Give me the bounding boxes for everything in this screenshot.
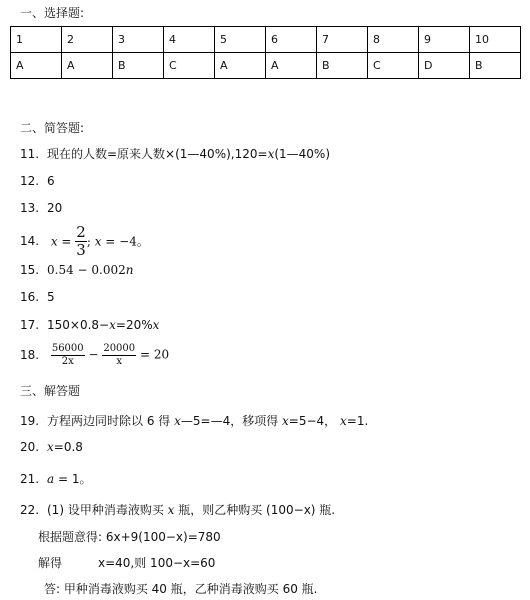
fraction-denominator: 2x [61, 355, 74, 367]
fraction [102, 343, 136, 367]
answer-text: —5=—4，移项得 [180, 414, 283, 428]
answer-text: 20 [47, 201, 63, 215]
answer-table-answers-row [11, 53, 521, 79]
answer-text: = 20 [136, 347, 170, 362]
table-cell: 7 [317, 27, 368, 53]
answer-number: 21. [20, 472, 40, 486]
table-cell: 5 [215, 27, 266, 53]
answer-19 [20, 412, 368, 429]
answer-text: 150×0.8− [47, 318, 110, 332]
variable: x [267, 147, 275, 161]
variable: x [167, 503, 175, 517]
answer-text: 5 [47, 290, 55, 304]
answer-12 [20, 174, 55, 188]
table-cell: 1 [11, 27, 62, 53]
answer-17 [20, 318, 159, 332]
answer-14 [20, 224, 149, 260]
answer-number: 18. [20, 347, 40, 362]
table-cell: 3 [113, 27, 164, 53]
table-cell: 10 [470, 27, 521, 53]
answer-number: 17. [20, 318, 40, 332]
section-solve-heading: 三、解答题 [20, 384, 81, 398]
answer-text: = −4。 [101, 234, 149, 249]
answer-table [10, 26, 521, 79]
answer-22-solution: x=40,则 100−x=60 [98, 556, 216, 570]
table-cell: A [11, 53, 62, 79]
answer-21 [20, 470, 91, 487]
variable: x [94, 234, 102, 249]
answer-text: =20% [115, 318, 153, 332]
answer-text: =1. [346, 414, 369, 428]
table-cell: A [215, 53, 266, 79]
answer-22-equation: 根据题意得: 6x+9(100−x)=780 [38, 530, 221, 544]
table-cell: B [113, 53, 164, 79]
section-choice-heading: 一、选择题: [20, 6, 85, 20]
table-cell: C [164, 53, 215, 79]
table-cell: 6 [266, 27, 317, 53]
fraction [51, 343, 85, 367]
answer-16 [20, 290, 55, 304]
answer-number: 20. [20, 440, 40, 454]
variable: a [47, 472, 55, 486]
table-cell: 2 [62, 27, 113, 53]
fraction-numerator: 2 [76, 223, 86, 241]
answer-number: 14. [20, 234, 40, 249]
answer-text: 瓶，则乙种购买 (100−x) 瓶. [174, 503, 336, 517]
table-cell: 8 [368, 27, 419, 53]
answer-text: 0.54 − 0.002 [47, 263, 126, 277]
answer-text: (1—40%) [274, 147, 331, 161]
answer-18 [20, 343, 169, 367]
equals-sign: = [57, 234, 76, 249]
table-cell: C [368, 53, 419, 79]
separator: ; [86, 234, 95, 249]
answer-text: 方程两边同时除以 6 得 [47, 414, 175, 428]
variable: n [125, 263, 134, 277]
answer-22-solution-label: 解得 [38, 556, 63, 570]
fraction-denominator: x [116, 355, 123, 367]
variable: x [340, 414, 347, 428]
answer-text: = 1。 [54, 472, 92, 486]
answer-13 [20, 201, 62, 215]
answer-number: 11. [20, 147, 40, 161]
answer-11 [20, 145, 330, 162]
fraction-denominator: 3 [76, 241, 86, 260]
answer-text: =5−4， [288, 414, 340, 428]
table-cell: A [266, 53, 317, 79]
variable: x [282, 414, 289, 428]
answer-15 [20, 263, 134, 277]
table-cell: B [317, 53, 368, 79]
table-cell: 4 [164, 27, 215, 53]
variable: x [47, 440, 54, 454]
table-cell: B [470, 53, 521, 79]
answer-text: 现在的人数=原来人数×(1—40%),120= [47, 147, 268, 161]
answer-number: 19. [20, 414, 40, 428]
answer-number: 13. [20, 201, 40, 215]
table-cell: D [419, 53, 470, 79]
variable: x [109, 318, 116, 332]
fraction-numerator: 20000 [103, 343, 136, 354]
variable: x [152, 318, 160, 332]
answer-number: 12. [20, 174, 40, 188]
answer-22-conclusion: 答: 甲种消毒液购买 40 瓶，乙种消毒液购买 60 瓶. [44, 582, 318, 596]
answer-text: =0.8 [53, 440, 83, 454]
table-cell: 9 [419, 27, 470, 53]
answer-text: (1) 设甲种消毒液购买 [47, 503, 168, 517]
variable: x [174, 414, 181, 428]
variable: x [50, 234, 58, 249]
section-short-heading: 二、简答题: [20, 121, 85, 135]
minus-sign: − [84, 347, 103, 362]
answer-table-numbers-row [11, 27, 521, 53]
fraction [75, 224, 87, 260]
fraction-numerator: 56000 [51, 343, 84, 354]
answer-number: 16. [20, 290, 40, 304]
answer-number: 15. [20, 263, 40, 277]
table-cell: A [62, 53, 113, 79]
answer-20 [20, 440, 83, 454]
answer-number: 22. [20, 503, 40, 517]
answer-text: 6 [47, 174, 55, 188]
answer-22 [20, 501, 335, 518]
